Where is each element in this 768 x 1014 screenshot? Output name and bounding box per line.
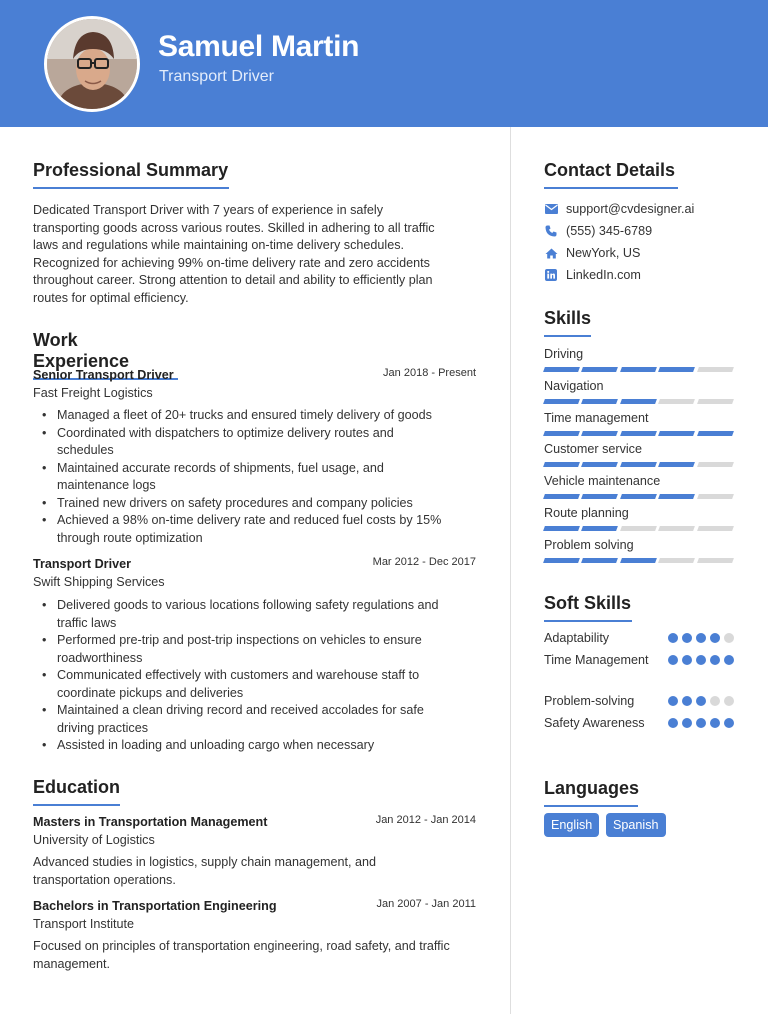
rating-dot xyxy=(682,718,692,728)
skill-level-segment xyxy=(620,558,657,563)
soft-skill-label: Safety Awareness xyxy=(544,716,645,730)
summary-text xyxy=(33,202,476,307)
summary-title: Professional Summary xyxy=(33,160,229,189)
job-bullet: • Managed a fleet of 20+ trucks and ensured timely delivery of goods xyxy=(33,407,476,425)
job-bullet: • Achieved a 98% on-time delivery rate and reduced fuel costs by 15% through route optimization xyxy=(33,512,476,547)
job-date: Jan 2018 - Present xyxy=(383,367,476,379)
skill-level-segment xyxy=(658,526,695,531)
skill-label: Route planning xyxy=(544,506,629,520)
school-name: Transport Institute xyxy=(33,917,135,931)
skill-label: Problem solving xyxy=(544,537,634,552)
contact-section-title-wrap xyxy=(544,160,678,189)
contact-linkedin-text: LinkedIn.com xyxy=(566,268,641,282)
skill-level-bar xyxy=(544,367,733,372)
rating-dot xyxy=(724,655,734,665)
contact-location-text: NewYork, US xyxy=(566,246,641,260)
education-section-title-wrap xyxy=(33,777,120,806)
skills-title: Skills xyxy=(544,308,591,337)
rating-dot xyxy=(724,718,734,728)
envelope-icon xyxy=(544,202,558,216)
job-bullets xyxy=(33,597,476,755)
job-bullet: • Maintained a clean driving record and received accolades for safe driving practices xyxy=(33,702,476,737)
skill-level-segment xyxy=(620,367,657,372)
profile-photo xyxy=(47,19,137,109)
skill-level-segment xyxy=(620,494,657,499)
contact-title: Contact Details xyxy=(544,160,678,189)
skill-level-bar xyxy=(544,431,733,436)
skill-level-segment xyxy=(581,399,618,404)
contact-phone[interactable] xyxy=(544,224,652,238)
rating-dot xyxy=(682,655,692,665)
rating-dot xyxy=(696,696,706,706)
skill-level-segment xyxy=(581,526,618,531)
rating-dot xyxy=(696,655,706,665)
school-name: University of Logistics xyxy=(33,833,155,847)
rating-dot xyxy=(682,633,692,643)
degree-title: Masters in Transportation Management xyxy=(33,815,268,829)
skill-level-bar xyxy=(544,462,733,467)
skill-level-segment xyxy=(581,367,618,372)
skill-level-segment xyxy=(543,399,580,404)
skill-level-segment xyxy=(697,399,734,404)
skills-section-title-wrap xyxy=(544,308,591,337)
skill-level-segment xyxy=(581,494,618,499)
job-company: Swift Shipping Services xyxy=(33,575,165,589)
job-bullet: • Communicated effectively with customers and warehouse staff to coordinate pickups and deliveries xyxy=(33,667,476,702)
rating-dot xyxy=(696,633,706,643)
soft-skill-rating xyxy=(668,696,734,706)
column-divider xyxy=(510,127,511,1014)
rating-dot xyxy=(668,633,678,643)
soft-skill-label: Adaptability xyxy=(544,631,610,645)
skill-level-segment xyxy=(697,367,734,372)
job-bullet: • Coordinated with dispatchers to optimize delivery routes and schedules xyxy=(33,425,476,460)
soft-skill-rating xyxy=(668,718,734,728)
job-bullet: • Delivered goods to various locations following safety regulations and traffic laws xyxy=(33,597,476,632)
skill-level-segment xyxy=(658,367,695,372)
job-title: Transport Driver xyxy=(33,557,131,571)
skill-level-bar xyxy=(544,399,733,404)
rating-dot xyxy=(668,655,678,665)
languages-section-title-wrap xyxy=(544,778,638,807)
skill-level-segment xyxy=(658,431,695,436)
skill-label: Customer service xyxy=(544,442,642,457)
soft-skill-label: Problem-solving xyxy=(544,694,635,708)
skill-label: Navigation xyxy=(544,378,604,393)
contact-linkedin[interactable] xyxy=(544,268,641,282)
skill-level-segment xyxy=(543,558,580,563)
skill-level-segment xyxy=(658,462,695,467)
candidate-role: Transport Driver xyxy=(159,68,274,85)
language-tag: English xyxy=(544,813,599,837)
skill-label: Vehicle maintenance xyxy=(544,474,661,489)
skill-level-segment xyxy=(697,558,734,563)
skill-level-segment xyxy=(620,526,657,531)
education-date: Jan 2012 - Jan 2014 xyxy=(375,814,476,826)
contact-location xyxy=(544,246,640,260)
rating-dot xyxy=(710,633,720,643)
skill-label: Time management xyxy=(544,410,649,425)
summary-line: Recognized for achieving 99% on-time delivery rate and zero accidents xyxy=(33,255,430,270)
summary-line: transporting goods across various routes. Skilled in adhering to all traffic xyxy=(33,220,435,235)
rating-dot xyxy=(710,655,720,665)
candidate-name: Samuel Martin xyxy=(158,30,360,63)
skill-level-segment xyxy=(581,431,618,436)
skill-level-segment xyxy=(543,462,580,467)
rating-dot xyxy=(682,696,692,706)
skill-level-bar xyxy=(544,494,733,499)
rating-dot xyxy=(710,696,720,706)
skill-level-segment xyxy=(581,558,618,563)
soft-skills-title: Soft Skills xyxy=(544,593,632,622)
phone-icon xyxy=(544,224,558,238)
contact-email[interactable] xyxy=(544,202,694,216)
soft-skill-label: Time Management xyxy=(544,653,649,667)
skill-level-segment xyxy=(697,462,734,467)
skill-level-segment xyxy=(620,399,657,404)
rating-dot xyxy=(668,718,678,728)
rating-dot xyxy=(696,718,706,728)
job-date: Mar 2012 - Dec 2017 xyxy=(372,556,476,568)
rating-dot xyxy=(710,718,720,728)
skill-level-segment xyxy=(543,431,580,436)
skill-level-segment xyxy=(697,494,734,499)
skill-label: Driving xyxy=(544,347,584,361)
job-company: Fast Freight Logistics xyxy=(33,386,153,400)
rating-dot xyxy=(724,633,734,643)
soft-skill-rating xyxy=(668,633,734,643)
skill-level-segment xyxy=(658,399,695,404)
skill-level-segment xyxy=(620,431,657,436)
skill-level-bar xyxy=(544,526,733,531)
summary-line: throughout career. Strong attention to detail and ability to efficiently plan xyxy=(33,273,433,287)
soft-skill-rating xyxy=(668,655,734,665)
job-bullet: • Performed pre-trip and post-trip inspections on vehicles to ensure roadworthiness xyxy=(33,632,476,667)
skill-level-segment xyxy=(543,367,580,372)
skill-level-segment xyxy=(658,494,695,499)
job-bullet: • Assisted in loading and unloading cargo when necessary xyxy=(33,737,476,755)
linkedin-icon xyxy=(544,268,558,282)
skill-level-segment xyxy=(620,462,657,467)
work-title: Work Experience xyxy=(33,330,178,380)
job-bullet: • Maintained accurate records of shipments, fuel usage, and maintenance logs xyxy=(33,460,476,495)
education-desc: Advanced studies in logistics, supply chain management, and transportation operations. xyxy=(33,855,377,887)
skill-level-segment xyxy=(543,494,580,499)
skill-level-segment xyxy=(697,526,734,531)
summary-line: laws and regulations while maintaining on-time delivery schedules. xyxy=(33,238,405,252)
summary-line: Dedicated Transport Driver with 7 years of experience in safely xyxy=(33,203,383,217)
education-desc: Focused on principles of transportation engineering, road safety, and traffic management. xyxy=(33,939,450,971)
resume-header xyxy=(0,0,768,127)
summary-section-title-wrap xyxy=(33,160,229,189)
contact-email-text: support@cvdesigner.ai xyxy=(566,202,695,216)
languages-title: Languages xyxy=(544,778,638,807)
contact-phone-text: (555) 345-6789 xyxy=(566,224,653,238)
education-date: Jan 2007 - Jan 2011 xyxy=(376,898,476,910)
rating-dot xyxy=(668,696,678,706)
education-title: Education xyxy=(33,777,120,806)
rating-dot xyxy=(724,696,734,706)
avatar xyxy=(44,16,140,112)
skill-level-segment xyxy=(543,526,580,531)
skill-level-segment xyxy=(581,462,618,467)
job-bullets xyxy=(33,407,476,547)
language-tag: Spanish xyxy=(606,813,666,837)
degree-title: Bachelors in Transportation Engineering xyxy=(33,899,277,913)
skill-level-bar xyxy=(544,558,733,563)
job-bullet: • Trained new drivers on safety procedures and company policies xyxy=(33,495,476,513)
home-icon xyxy=(544,246,558,260)
languages-list xyxy=(544,813,734,837)
skill-level-segment xyxy=(697,431,734,436)
skill-level-segment xyxy=(658,558,695,563)
job-title: Senior Transport Driver xyxy=(33,368,174,382)
summary-line: routes for optimal efficiency. xyxy=(33,290,189,305)
soft-skills-section-title-wrap xyxy=(544,593,632,622)
